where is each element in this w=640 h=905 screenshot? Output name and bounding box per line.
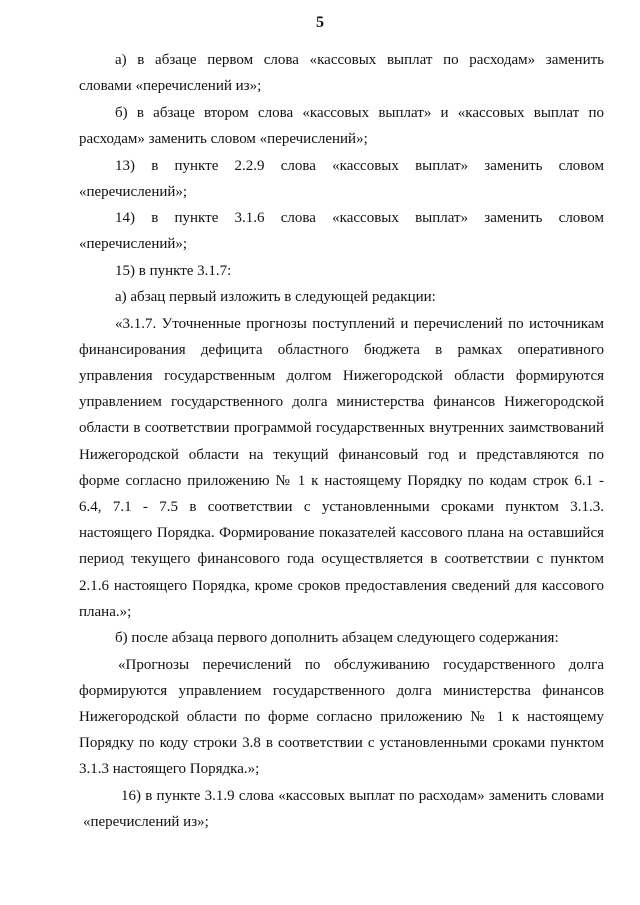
text-line: а) в абзаце первом слова «кассовых выплат по расходам» заменить: [115, 52, 604, 68]
text-line: словами «перечислений из»;: [79, 78, 262, 94]
text-line: форме согласно приложению № 1 к настоящему Порядку по кодам строк 6.1 -: [79, 473, 604, 489]
page-number: 5: [316, 14, 324, 31]
text-line: расходам» заменить словом «перечислений»;: [79, 131, 368, 147]
text-line: Порядку по коду строки 3.8 в соответствии с установленными сроками пунктом: [79, 735, 604, 751]
text-line: финансирования дефицита областного бюджета в рамках оперативного: [79, 342, 604, 358]
text-line: Нижегородской области по форме согласно приложению № 1 к настоящему: [79, 709, 604, 725]
text-line: 13) в пункте 2.2.9 слова «кассовых выплат» заменить словом: [115, 158, 604, 174]
text-line: «Прогнозы перечислений по обслуживанию государственного долга: [118, 657, 604, 673]
text-line: б) в абзаце втором слова «кассовых выплат» и «кассовых выплат по: [115, 105, 604, 121]
text-line: «перечислений из»;: [83, 814, 209, 830]
text-line: 15) в пункте 3.1.7:: [115, 263, 232, 279]
text-line: области в соответствии программой государственных внутренних заимствований: [79, 420, 604, 436]
text-line: плана.»;: [79, 604, 132, 620]
text-line: настоящего Порядка. Формирование показателей кассового плана на оставшийся: [79, 525, 604, 541]
text-line: формируются управлением государственного долга министерства финансов: [79, 683, 604, 699]
text-line: управлением государственного долга министерства финансов Нижегородской: [79, 394, 604, 410]
text-line: 6.4, 7.1 - 7.5 в соответствии с установленными сроками пунктом 3.1.3.: [79, 499, 604, 515]
text-line: 16) в пункте 3.1.9 слова «кассовых выплат по расходам» заменить словами: [121, 788, 604, 804]
text-line: 2.1.6 настоящего Порядка, кроме сроков предоставления сведений для кассового: [79, 578, 604, 594]
text-line: «3.1.7. Уточненные прогнозы поступлений и перечислений по источникам: [115, 316, 604, 332]
text-line: 3.1.3 настоящего Порядка.»;: [79, 761, 260, 777]
text-line: 14) в пункте 3.1.6 слова «кассовых выплат» заменить словом: [115, 210, 604, 226]
text-line: управления государственным долгом Нижегородской области формируются: [79, 368, 604, 384]
text-line: а) абзац первый изложить в следующей редакции:: [115, 289, 436, 305]
text-line: «перечислений»;: [79, 236, 188, 252]
text-line: «перечислений»;: [79, 184, 188, 200]
text-line: период текущего финансового года осуществляется в соответствии с пунктом: [79, 551, 604, 567]
text-line: б) после абзаца первого дополнить абзацем следующего содержания:: [115, 630, 559, 646]
text-line: Нижегородской области на текущий финансовый год и представляются по: [79, 447, 604, 463]
